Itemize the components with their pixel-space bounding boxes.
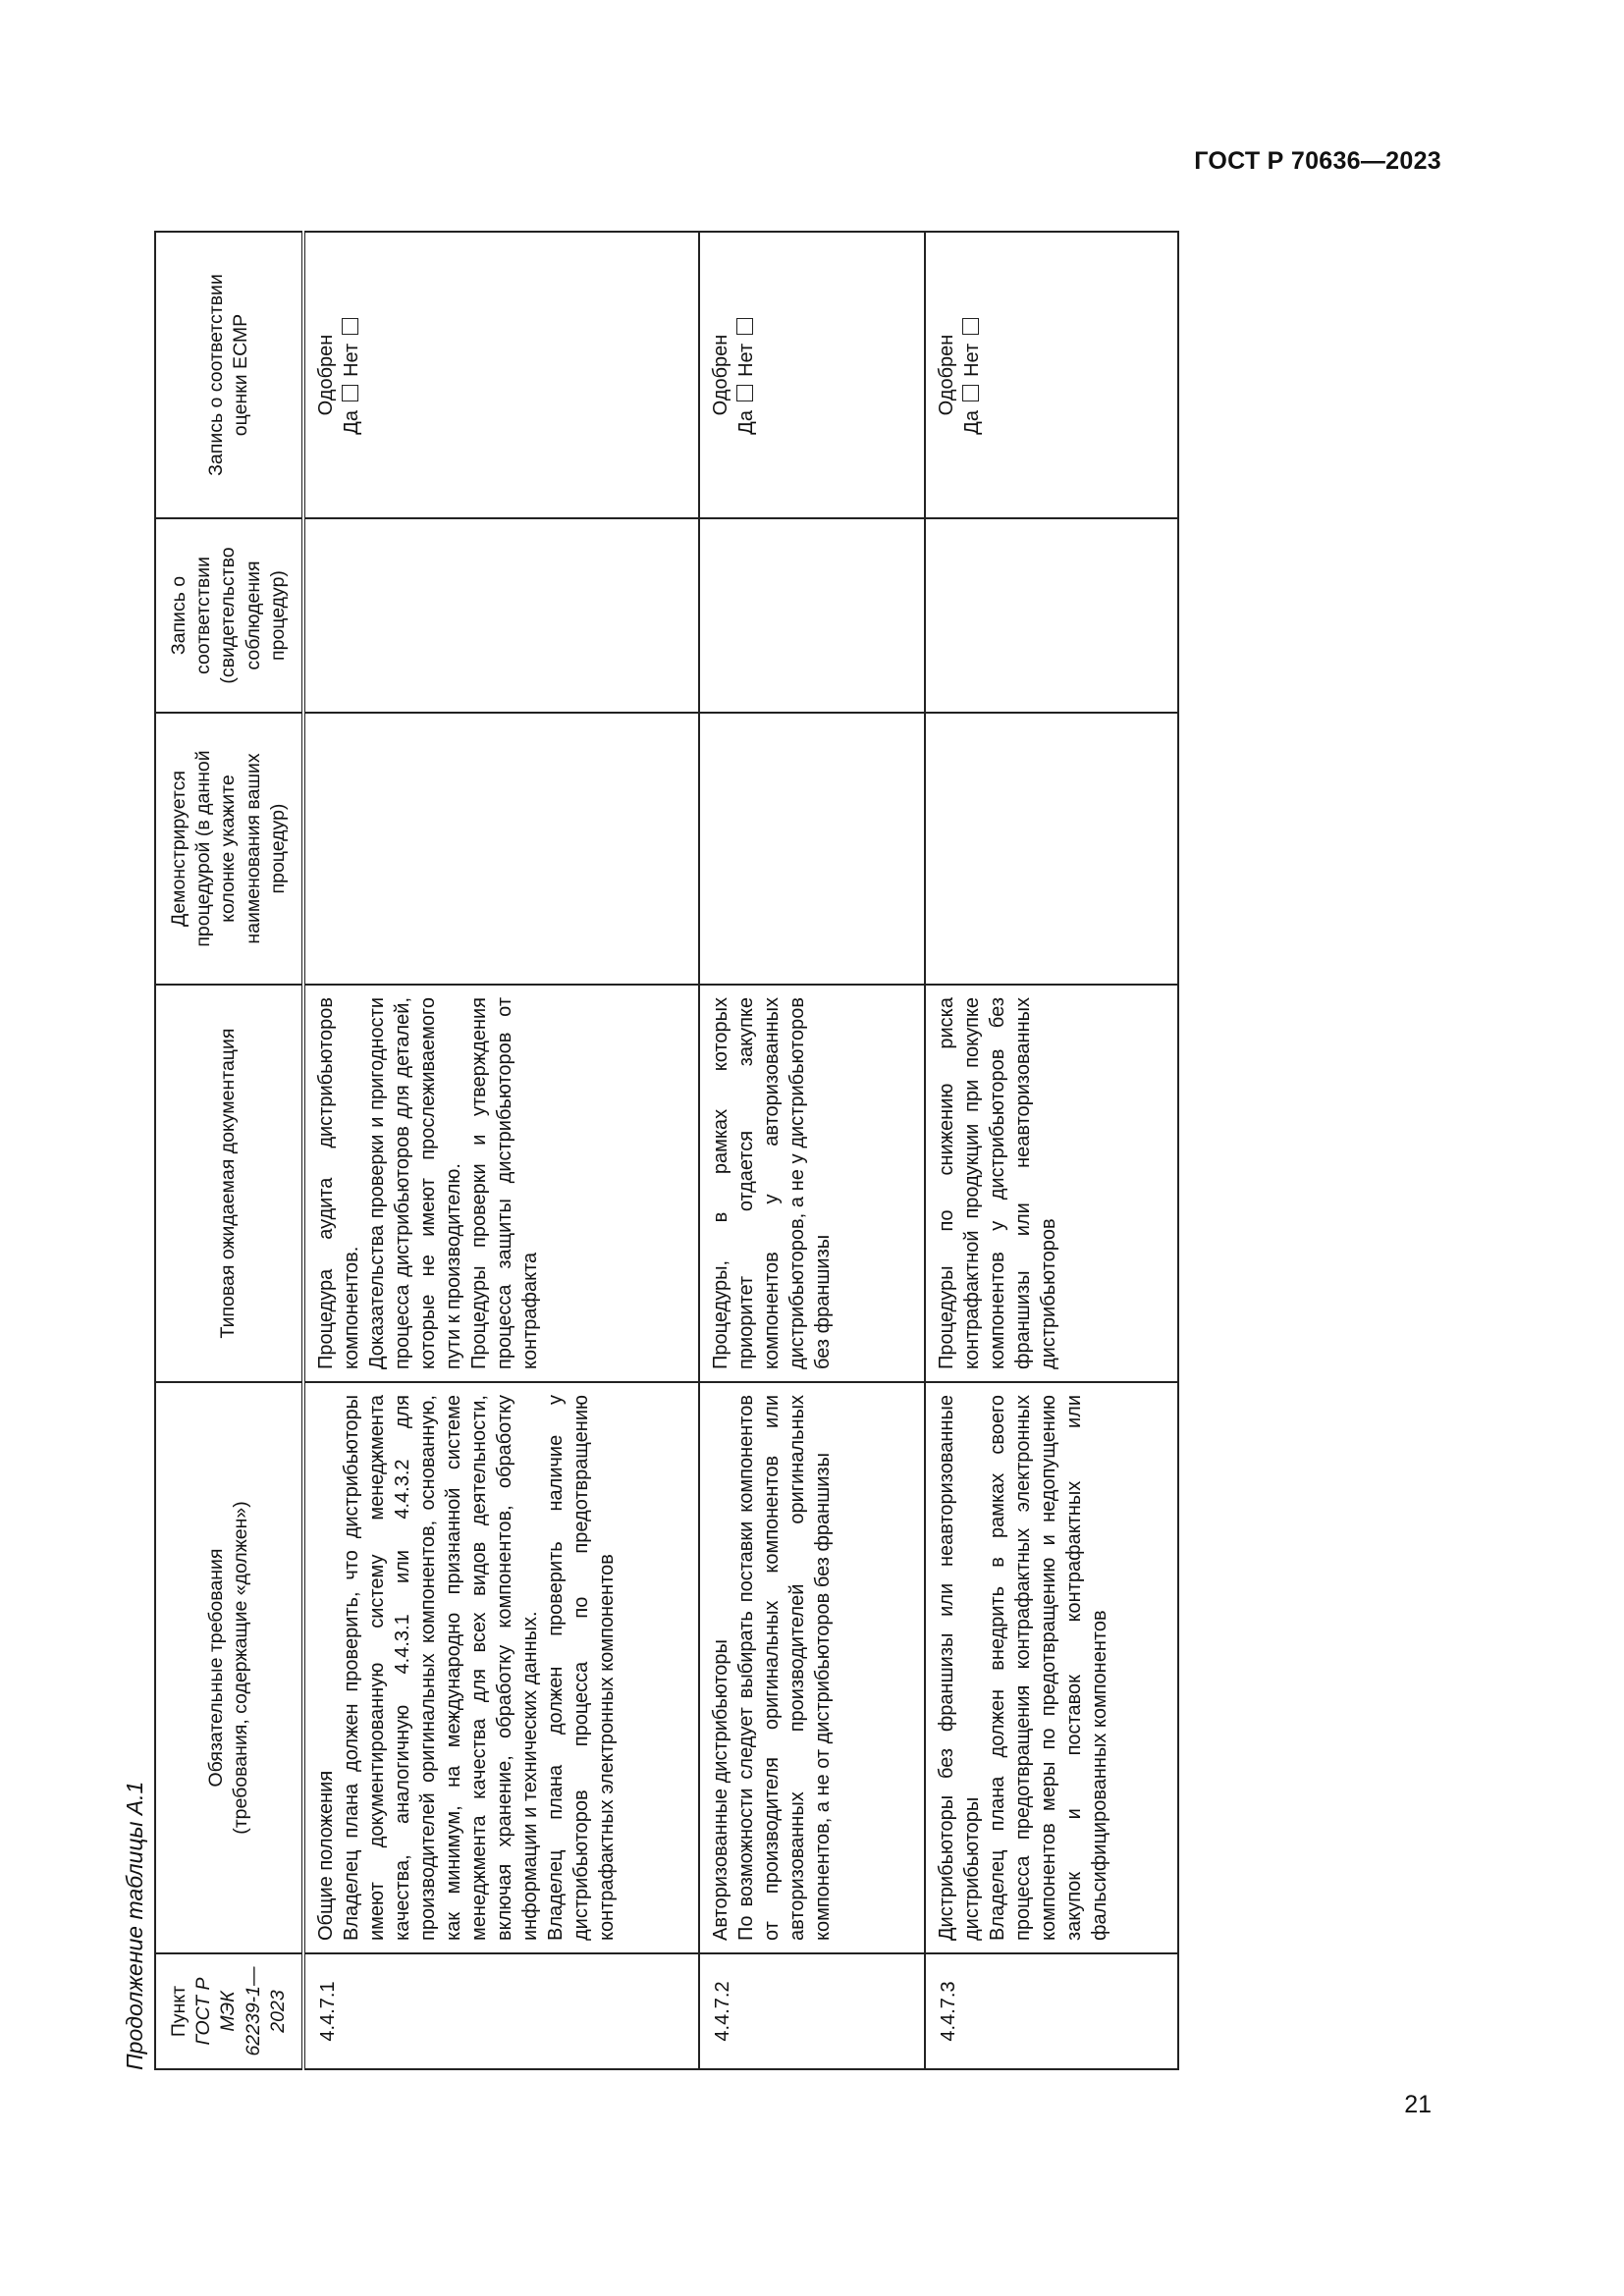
no-label: Нет <box>341 343 362 377</box>
requirement-title: Авторизованные дистрибьюторы <box>710 1639 731 1941</box>
col-header-compliance: Запись о соответствии (свидетельство соблюдения процедур) <box>155 518 303 713</box>
yes-label: Да <box>341 410 362 435</box>
demonstrated-cell <box>699 713 925 985</box>
approved-label: Одобрен <box>936 334 957 416</box>
assessment-cell <box>303 232 699 518</box>
yes-label: Да <box>961 410 983 435</box>
documentation-cell <box>303 985 699 1382</box>
requirement-paragraph: Владелец плана должен проверить наличие у дистрибьюторов процесса по предотвращению контрафактных электронных компонентов <box>545 1395 618 1941</box>
requirement-title: Общие положения <box>315 1770 337 1941</box>
col-header-clause: Пункт ГОСТ Р МЭК 62239-1— 2023 <box>155 1953 303 2069</box>
clause-cell: 4.4.7.3 <box>925 1953 1178 2069</box>
yes-label: Да <box>735 410 757 435</box>
requirements-table <box>154 231 1179 2070</box>
documentation-paragraph: Доказательства проверки и пригодности процесса дистрибьюторов для деталей, которые не имеют прослеживаемого пути к производителю. <box>366 997 464 1369</box>
approved-label: Одобрен <box>315 334 337 416</box>
requirement-cell <box>303 1382 699 1953</box>
requirement-cell <box>925 1382 1178 1953</box>
documentation-paragraph: Процедура аудита дистрибьюторов компонентов. <box>315 997 362 1369</box>
table-row <box>699 232 925 2069</box>
no-label: Нет <box>961 343 983 377</box>
documentation-cell <box>699 985 925 1382</box>
yes-checkbox[interactable] <box>736 385 753 401</box>
yes-checkbox[interactable] <box>962 385 979 401</box>
compliance-cell <box>303 518 699 713</box>
table-row <box>925 232 1178 2069</box>
col-header-assessment: Запись о соответствии оценки ЕСМР <box>155 232 303 518</box>
standard-header: ГОСТ Р 70636—2023 <box>1194 147 1441 175</box>
page-number: 21 <box>1404 2091 1432 2118</box>
col-header-requirements: Обязательные требования (требования, содержащие «должен») <box>155 1382 303 1953</box>
documentation-paragraph: Процедуры, в рамках которых приоритет отдается закупке компонентов у авторизованных дистрибьюторов, а не у дистрибьюторов без франшизы <box>710 997 834 1369</box>
no-checkbox[interactable] <box>962 318 979 335</box>
clause-cell: 4.4.7.2 <box>699 1953 925 2069</box>
col-header-demonstrated: Демонстрируется процедурой (в данной колонке укажите наименования ваших процедур) <box>155 713 303 985</box>
demonstrated-cell <box>925 713 1178 985</box>
approved-label: Одобрен <box>710 334 731 416</box>
assessment-cell <box>699 232 925 518</box>
requirement-title: Дистрибьюторы без франшизы или неавторизованные дистрибьюторы <box>936 1395 983 1941</box>
table-caption: Продолжение таблицы А.1 <box>122 1781 147 2070</box>
requirement-paragraph: Владелец плана должен внедрить в рамках своего процесса предотвращения контрафактных электронных компонентов меры по предотвращению и недопущению закупок и поставок контрафактных или фальсифицированных компонентов <box>987 1395 1110 1941</box>
documentation-paragraph: Процедуры проверки и утверждения процесса защиты дистрибьюторов от контрафакта <box>468 997 541 1369</box>
no-label: Нет <box>735 343 757 377</box>
demonstrated-cell <box>303 713 699 985</box>
clause-cell: 4.4.7.1 <box>303 1953 699 2069</box>
requirement-paragraph: Владелец плана должен проверить, что дистрибьюторы имеют документированную систему менеджмента качества, аналогичную 4.4.3.1 или 4.4.3.2 для производителей оригинальных компонентов, основанную, как минимум, на международно признанной системе менеджмента качества для всех видов деятельности, включая хранение, обработку компонентов, обработку информации и технических данных. <box>341 1395 541 1941</box>
no-checkbox[interactable] <box>736 318 753 335</box>
yes-checkbox[interactable] <box>342 385 358 401</box>
requirement-paragraph: По возможности следует выбирать поставки компонентов от производителя оригинальных компонентов или авторизованных производителей оригинальных компонентов, а не от дистрибьюторов без франшизы <box>735 1395 834 1941</box>
no-checkbox[interactable] <box>342 318 358 335</box>
table-header-row <box>155 232 303 2069</box>
rotated-table-block <box>115 233 1169 2070</box>
documentation-paragraph: Процедуры по снижению риска контрафактной продукции при покупке компонентов у дистрибьюторов без франшизы или неавторизованных дистрибьюторов <box>936 997 1059 1369</box>
assessment-cell <box>925 232 1178 518</box>
compliance-cell <box>925 518 1178 713</box>
documentation-cell <box>925 985 1178 1382</box>
requirement-cell <box>699 1382 925 1953</box>
col-header-documentation: Типовая ожидаемая документация <box>155 985 303 1382</box>
compliance-cell <box>699 518 925 713</box>
table-row <box>303 232 699 2069</box>
